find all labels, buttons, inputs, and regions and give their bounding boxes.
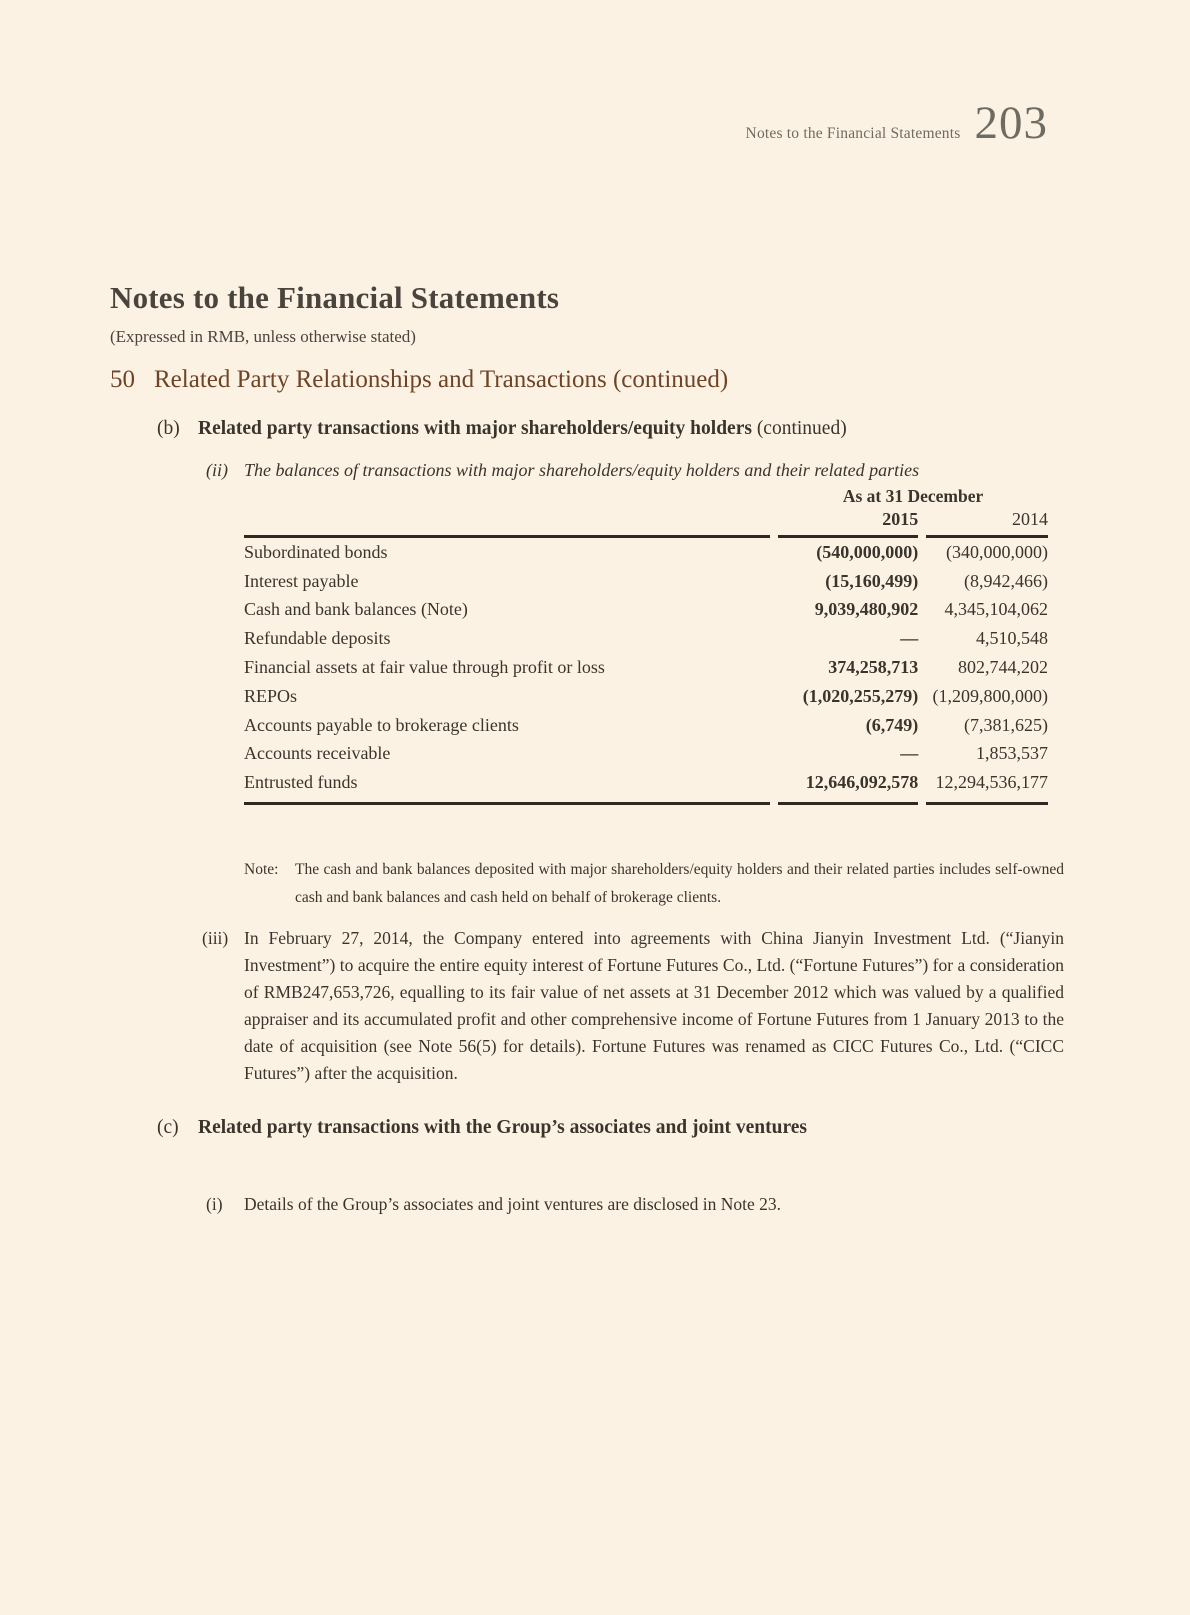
- row-value-2014: (1,209,800,000): [932, 685, 1048, 706]
- row-value-2014: 802,744,202: [958, 657, 1048, 678]
- table-row: [244, 653, 1048, 682]
- item-i-marker: (i): [206, 1194, 223, 1214]
- row-value-2015: —: [900, 628, 919, 649]
- subsection-b: [157, 418, 1078, 440]
- table-group-header: As at 31 December: [842, 486, 984, 506]
- row-value-2014: (7,381,625): [964, 714, 1048, 735]
- row-value-2015: (6,749): [865, 714, 919, 735]
- table-row: [244, 596, 1048, 625]
- row-value-2014: (8,942,466): [964, 570, 1048, 591]
- item-iii-marker: (iii): [202, 928, 229, 948]
- row-value-2015: —: [900, 743, 919, 764]
- subsection-c-title: Related party transactions with the Group’s associates and joint ventures: [198, 1117, 808, 1138]
- table-group-header-row: [244, 486, 1048, 509]
- row-value-2015: 12,646,092,578: [778, 768, 918, 805]
- row-value-2014: 4,345,104,062: [944, 599, 1048, 620]
- table-row: [244, 768, 1048, 805]
- subsection-c: [157, 1117, 1078, 1139]
- row-label: REPOs: [244, 685, 298, 706]
- item-i-text: Details of the Group’s associates and joint ventures are disclosed in Note 23.: [244, 1194, 782, 1214]
- row-label: Financial assets at fair value through profit or loss: [244, 657, 605, 678]
- page-number: 203: [974, 97, 1048, 149]
- note-text: The cash and bank balances deposited with major shareholders/equity holders and their related parties includes self-owned cash and bank balances and cash held on behalf of brokerage clients.: [295, 861, 1064, 906]
- table-row: [244, 624, 1048, 653]
- table-row: [244, 682, 1048, 711]
- item-ii: [206, 457, 1064, 484]
- row-value-2015: (1,020,255,279): [802, 685, 919, 706]
- item-ii-marker: (ii): [206, 460, 228, 480]
- row-value-2015: 9,039,480,902: [814, 599, 919, 620]
- page-title: Notes to the Financial Statements: [110, 280, 560, 315]
- page-subtitle: (Expressed in RMB, unless otherwise stated): [110, 327, 416, 346]
- row-value-2014: 1,853,537: [976, 743, 1048, 764]
- row-value-2014: 12,294,536,177: [926, 768, 1048, 805]
- row-value-2014: 4,510,548: [976, 628, 1048, 649]
- row-value-2015: (15,160,499): [825, 570, 919, 591]
- row-label: Interest payable: [244, 570, 359, 591]
- row-label: Accounts payable to brokerage clients: [244, 714, 519, 735]
- subsection-b-title: Related party transactions with major shareholders/equity holders: [198, 418, 752, 439]
- row-label: Cash and bank balances (Note): [244, 599, 468, 620]
- column-header-2014: 2014: [926, 509, 1048, 538]
- balances-table-grid: [236, 486, 1056, 805]
- running-header: [746, 96, 1048, 150]
- subsection-b-marker: (b): [157, 418, 180, 439]
- running-header-title: Notes to the Financial Statements: [745, 125, 961, 142]
- row-label: Entrusted funds: [244, 768, 770, 805]
- item-iii-text: In February 27, 2014, the Company entered into agreements with China Jianyin Investment Ltd. (“Jianyin Investment”) to acquire the entire equity interest of Fortune Futures Co., Ltd. (“Fortune Futures”) for a consideration of RMB247,653,726, equalling to its fair value of net assets at 31 December 2012 which was valued by a qualified appraiser and its accumulated profit and other comprehensive income of Fortune Futures from 1 January 2013 to the date of acquisition (see Note 56(5) for details). Fortune Futures was renamed as CICC Futures Co., Ltd. (“CICC Futures”) after the acquisition.: [244, 928, 1064, 1083]
- item-ii-text: The balances of transactions with major shareholders/equity holders and their related parties: [244, 460, 920, 480]
- table-year-row: [244, 509, 1048, 538]
- subsection-c-marker: (c): [157, 1117, 179, 1138]
- balances-table: [244, 486, 1064, 805]
- row-value-2015: 374,258,713: [828, 657, 919, 678]
- subsection-b-continued: (continued): [751, 418, 847, 439]
- column-header-2015: 2015: [778, 509, 918, 538]
- row-value-2014: (340,000,000): [946, 541, 1048, 562]
- note-label: Note:: [244, 861, 279, 878]
- table-row: [244, 739, 1048, 768]
- row-label: Refundable deposits: [244, 628, 391, 649]
- section-50-heading: [110, 366, 728, 394]
- table-row: [244, 711, 1048, 740]
- row-label: Subordinated bonds: [244, 541, 388, 562]
- item-i: [206, 1191, 1064, 1218]
- section-number: 50: [110, 366, 135, 393]
- table-row: [244, 567, 1048, 596]
- item-iii: [202, 925, 1064, 1087]
- row-label: Accounts receivable: [244, 743, 391, 764]
- table-row: [244, 538, 1048, 567]
- section-title: Related Party Relationships and Transactions (continued): [154, 366, 729, 393]
- table-note: [244, 856, 1064, 912]
- row-value-2015: (540,000,000): [816, 541, 919, 562]
